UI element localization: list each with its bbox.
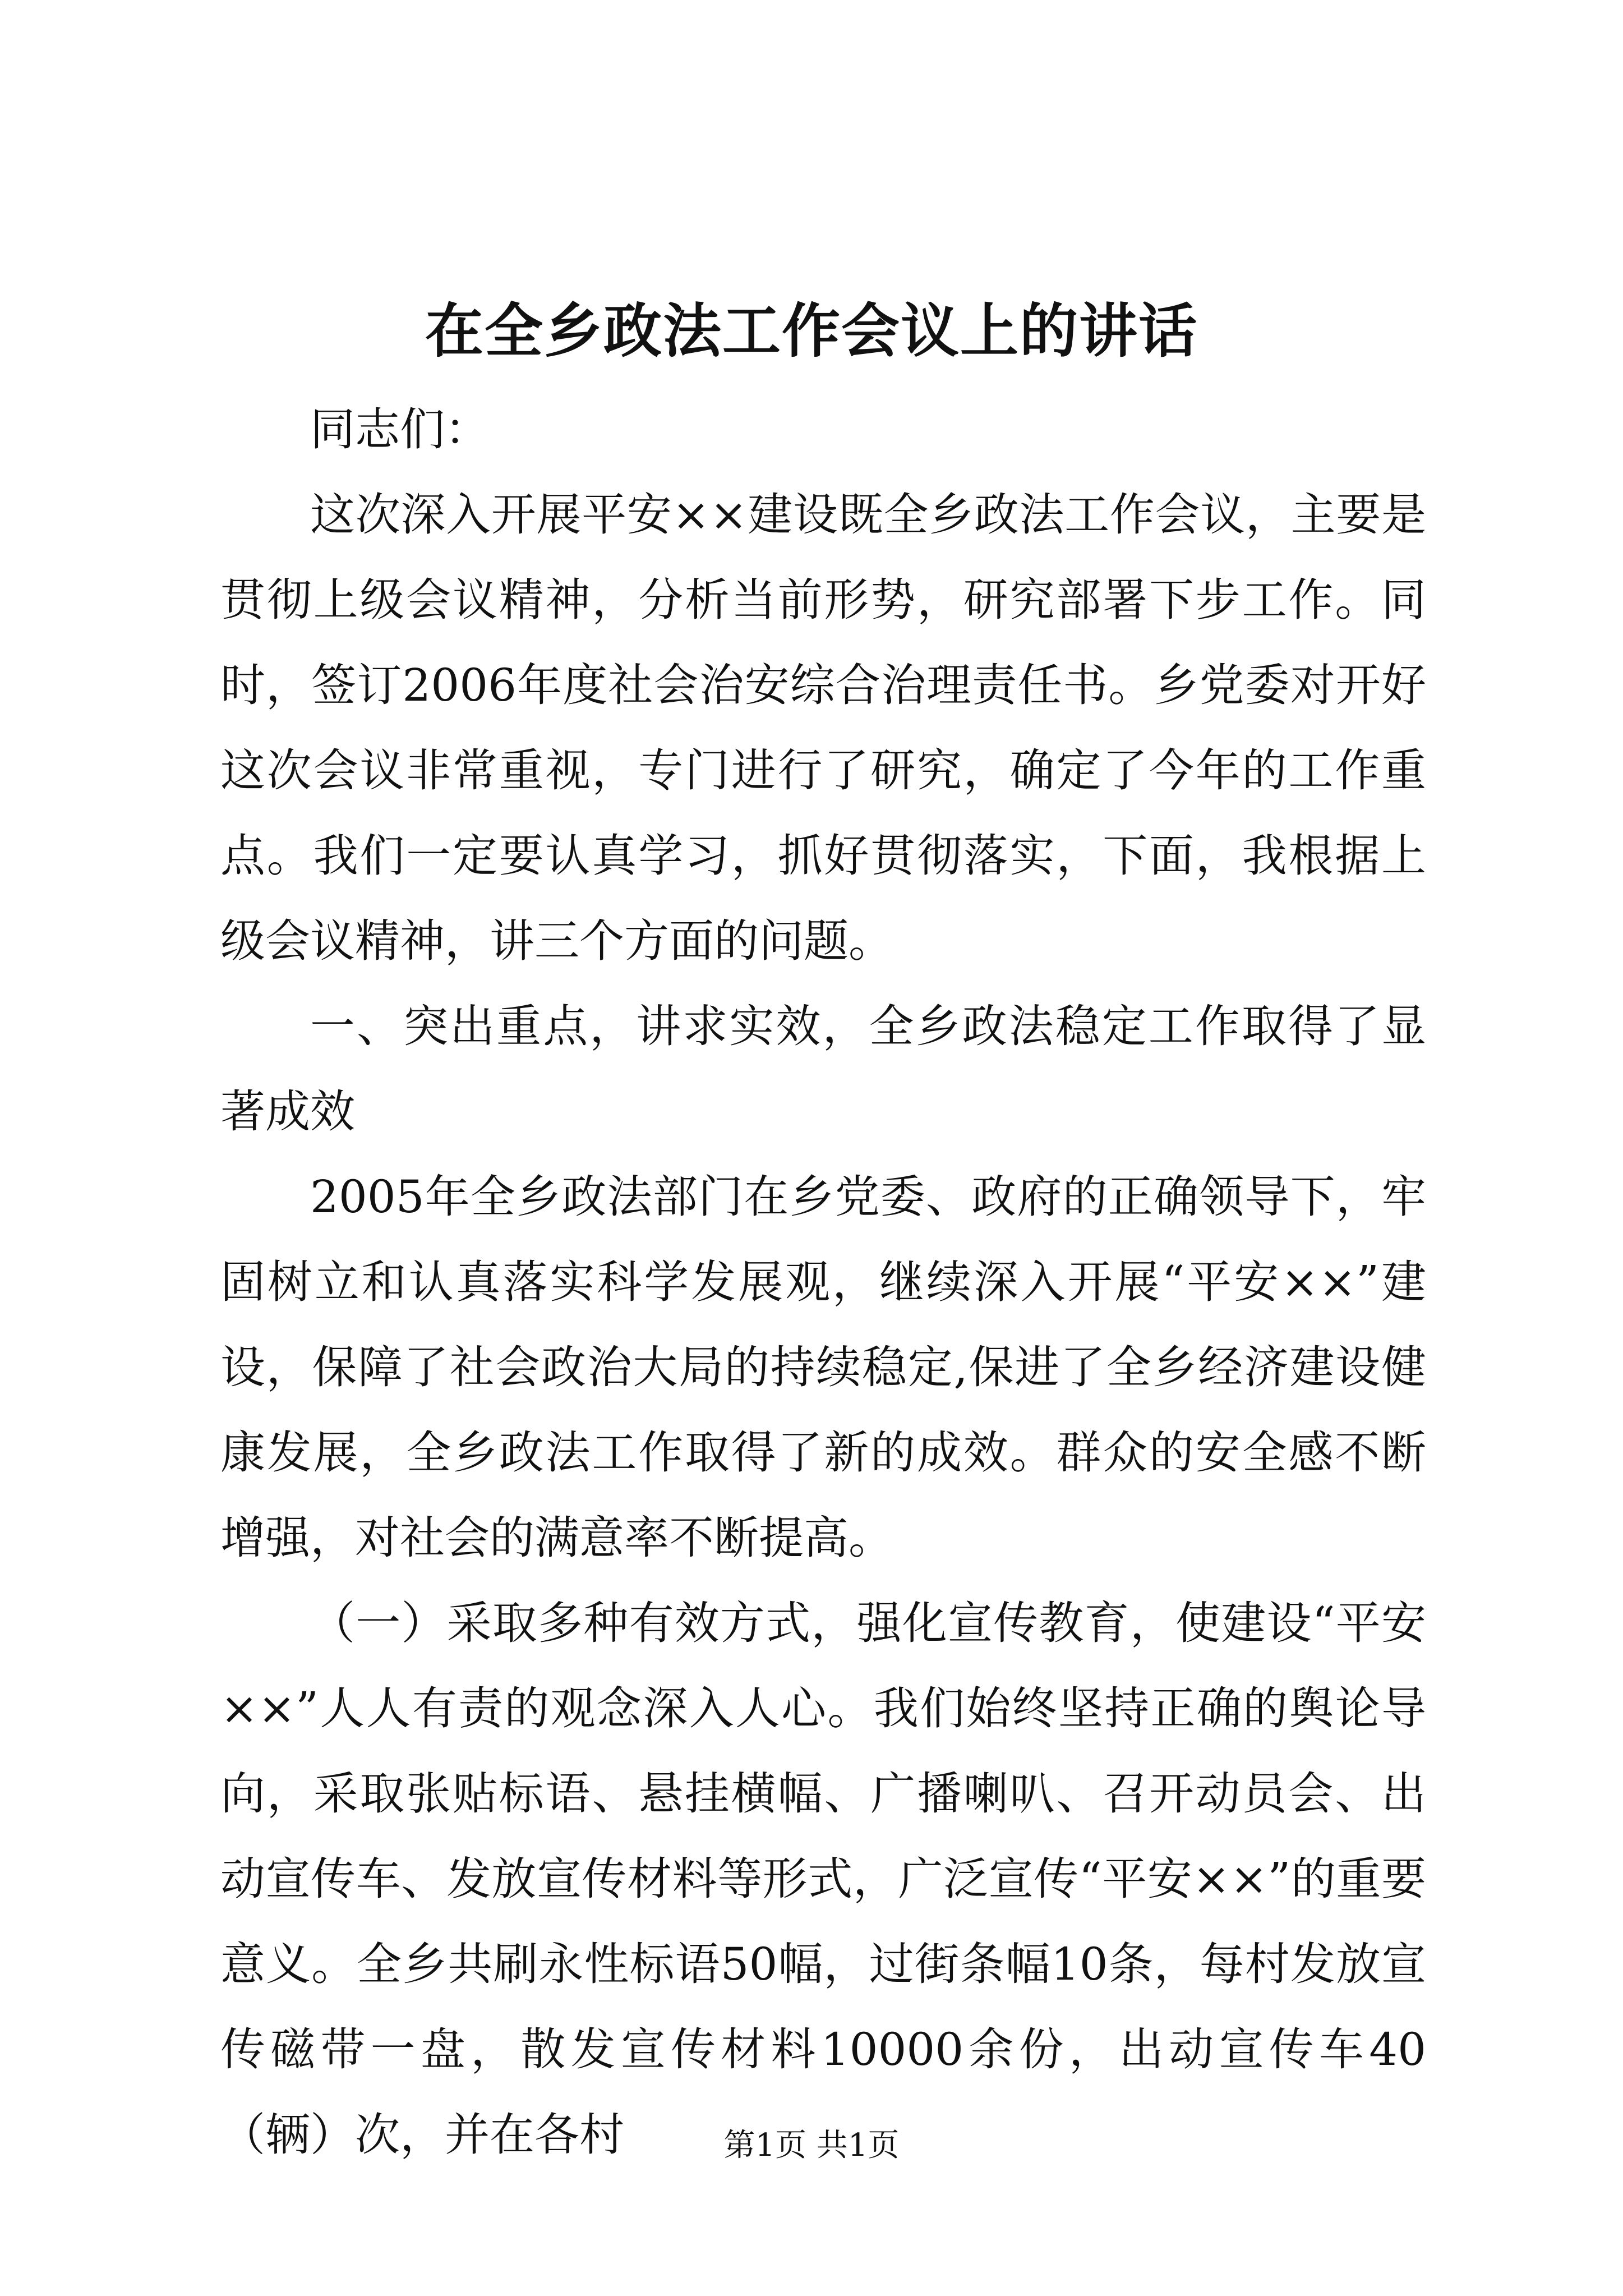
document-body (220, 387, 1426, 2178)
paragraph-achievements: 2005年全乡政法部门在乡党委、政府的正确领导下，牢固树立和认真落实科学发展观，继续深入开展“平安××”建设，保障了社会政治大局的持续稳定,保进了全乡经济建设健康发展，全乡政法工作取得了新的成效。群众的安全感不断增强，对社会的满意率不断提高。 (220, 1171, 1426, 1564)
paragraph-subsection-1: （一）采取多种有效方式，强化宣传教育，使建设“平安××”人人有责的观念深入人心。我们始终坚持正确的舆论导向，采取张贴标语、悬挂横幅、广播喇叭、召开动员会、出动宣传车、发放宣传材料等形式，广泛宣传“平安××”的重要意义。全乡共刷永性标语50幅，过街条幅10条，每村发放宣传磁带一盘，散发宣传材料10000余份，出动宣传车40（辆）次，并在各村 (220, 1597, 1426, 2161)
salutation: 同志们： (310, 403, 490, 455)
paragraph-intro: 这次深入开展平安××建设既全乡政法工作会议，主要是贯彻上级会议精神，分析当前形势，研究部署下步工作。同时，签订2006年度社会治安综合治理责任书。乡党委对开好这次会议非常重视，专门进行了研究，确定了今年的工作重点。我们一定要认真学习，抓好贯彻落实，下面，我根据上级会议精神，讲三个方面的问题。 (220, 489, 1426, 967)
page-footer: 第1页 共1页 (723, 2127, 900, 2164)
section-heading-1: 一、突出重点，讲求实效，全乡政法稳定工作取得了显著成效 (220, 1000, 1426, 1138)
document-title: 在全乡政法工作会议上的讲话 (425, 296, 1198, 365)
